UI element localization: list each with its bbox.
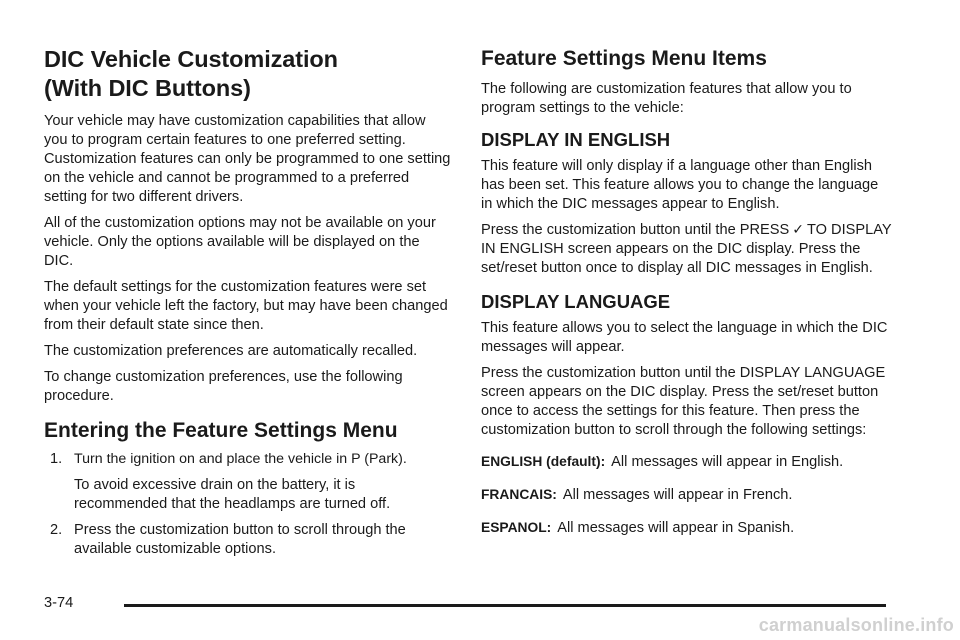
option-label: ESPANOL:: [481, 520, 552, 535]
section-heading-entering-menu: Entering the Feature Settings Menu: [44, 419, 398, 442]
option-label: FRANCAIS:: [481, 487, 557, 502]
page-number: 3-74: [44, 595, 74, 611]
intro-paragraph-5: To change customization preferences, use the following procedure.: [44, 369, 403, 404]
step-number: 2.: [50, 522, 63, 538]
page-title: [44, 45, 452, 103]
display-english-instructions: [481, 221, 893, 278]
page-footer: [44, 592, 886, 616]
heading-display-language: DISPLAY LANGUAGE: [481, 291, 671, 312]
check-icon: ✓: [792, 222, 804, 238]
step-body: [74, 450, 452, 514]
language-option-english: [481, 452, 893, 472]
right-column: [481, 40, 893, 551]
option-label: ENGLISH (default):: [481, 454, 606, 469]
step-body: [74, 521, 452, 559]
language-option-espanol: [481, 518, 893, 538]
intro-paragraph-1: Your vehicle may have customization capabilities that allow you to program certain features to one preferred setting. Customization features can only be programmed to one setting on the vehicle and cannot be programmed to a preferred setting for two different drivers.: [44, 113, 451, 205]
heading-display-in-english: DISPLAY IN ENGLISH: [481, 129, 671, 150]
watermark-logo: carmanualsonline.info: [758, 615, 954, 635]
intro-paragraph-4: The customization preferences are automatically recalled.: [44, 343, 418, 359]
section-heading-menu-items: Feature Settings Menu Items: [481, 47, 767, 70]
step-text: Press the customization button to scroll through the available customizable options.: [74, 522, 406, 557]
display-english-text-before: Press the customization button until the PRESS: [481, 222, 790, 238]
option-text: All messages will appear in English.: [611, 454, 844, 470]
footer-rule: [124, 604, 886, 607]
step-number: 1.: [50, 451, 63, 467]
display-english-description: This feature will only display if a language other than English has been set. This feature allows you to change the language in which the DIC messages appear to English.: [481, 158, 879, 212]
left-column: [44, 40, 452, 566]
option-text: All messages will appear in French.: [562, 487, 793, 503]
intro-paragraph-2: All of the customization options may not be available on your vehicle. Only the options available will be displayed on the DIC.: [44, 215, 436, 269]
page-title-line1: DIC Vehicle Customization: [44, 46, 338, 72]
option-text: All messages will appear in Spanish.: [557, 520, 795, 536]
intro-paragraph-3: The default settings for the customization features were set when your vehicle left the factory, but may have been changed from their default state since then.: [44, 279, 448, 333]
step-note: To avoid excessive drain on the battery, it is recommended that the headlamps are turned off.: [74, 477, 391, 512]
language-option-francais: [481, 485, 893, 505]
page-title-line2: (With DIC Buttons): [44, 75, 251, 101]
display-english-text-after: TO DISPLAY IN ENGLISH screen appears on the DIC display. Press the set/reset button once to display all DIC messages in English.: [481, 222, 892, 276]
display-language-description: This feature allows you to select the language in which the DIC messages will appear.: [481, 320, 888, 355]
display-language-instructions: Press the customization button until the DISPLAY LANGUAGE screen appears on the DIC display. Press the set/reset button once to access the settings for this feature. Then press the customization button to scroll through the following settings:: [481, 365, 886, 438]
step-text: Turn the ignition on and place the vehicle in P (Park).: [74, 451, 407, 467]
list-item: [44, 521, 452, 559]
steps-list: [44, 450, 452, 559]
menu-items-intro: The following are customization features that allow you to program settings to the vehicle:: [481, 81, 852, 116]
list-item: [44, 450, 452, 514]
